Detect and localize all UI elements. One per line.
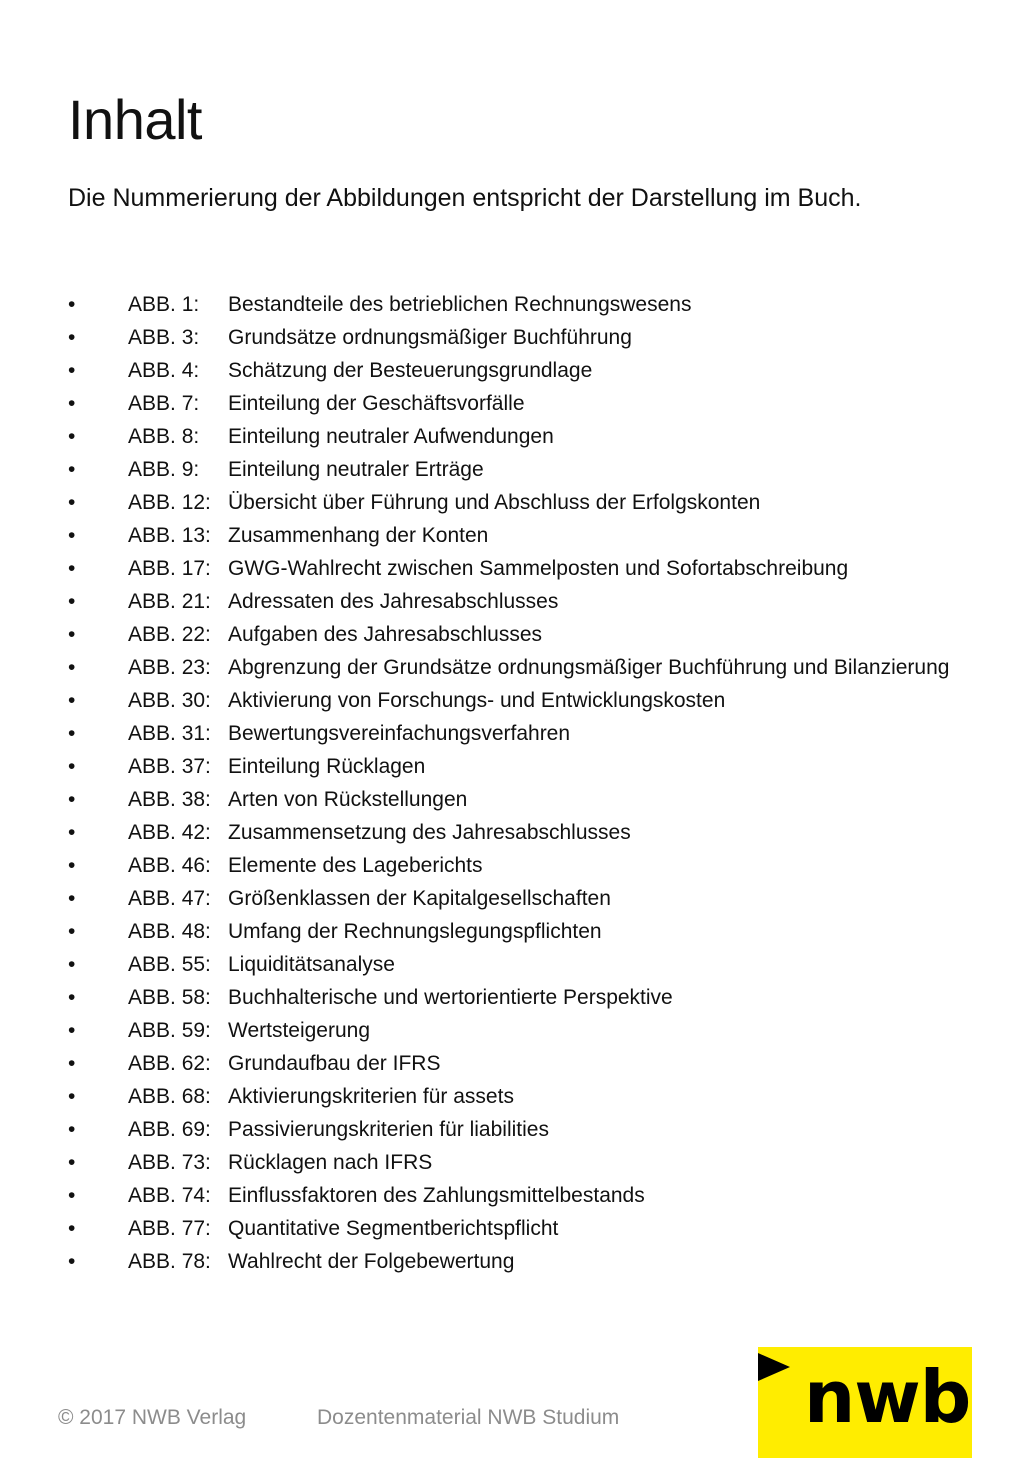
nwb-logo <box>758 1347 972 1458</box>
list-item <box>68 423 968 450</box>
figure-number: ABB. 31: <box>128 722 211 745</box>
bullet-icon: • <box>68 887 76 910</box>
figure-title: Übersicht über Führung und Abschluss der Erfolgskonten <box>228 491 761 514</box>
figure-title: Einteilung neutraler Erträge <box>228 458 484 481</box>
list-item <box>68 918 968 945</box>
list-item <box>68 885 968 912</box>
list-item <box>68 1149 968 1176</box>
figure-title: Passivierungskriterien für liabilities <box>228 1118 549 1141</box>
page-title: Inhalt <box>68 88 202 151</box>
bullet-icon: • <box>68 326 76 349</box>
figure-title: Einteilung neutraler Aufwendungen <box>228 425 554 448</box>
figure-title: Wahlrecht der Folgebewertung <box>228 1250 515 1273</box>
figure-number: ABB. 58: <box>128 986 211 1009</box>
list-item <box>68 390 968 417</box>
figure-number: ABB. 30: <box>128 689 211 712</box>
figure-title: Abgrenzung der Grundsätze ordnungsmäßiger Buchführung und Bilanzierung <box>228 656 950 679</box>
bullet-icon: • <box>68 1118 76 1141</box>
bullet-icon: • <box>68 755 76 778</box>
figure-title: Rücklagen nach IFRS <box>228 1151 433 1174</box>
figure-title: Grundsätze ordnungsmäßiger Buchführung <box>228 326 632 349</box>
list-item <box>68 786 968 813</box>
bullet-icon: • <box>68 953 76 976</box>
logo-text: nwb <box>804 1355 971 1439</box>
bullet-icon: • <box>68 1151 76 1174</box>
figure-title: Einflussfaktoren des Zahlungsmittelbestands <box>228 1184 645 1207</box>
list-item <box>68 291 968 318</box>
list-item <box>68 1116 968 1143</box>
figure-title: Adressaten des Jahresabschlusses <box>228 590 559 613</box>
figure-number: ABB. 55: <box>128 953 211 976</box>
figure-number: ABB. 78: <box>128 1250 211 1273</box>
bullet-icon: • <box>68 1019 76 1042</box>
figure-title: Aufgaben des Jahresabschlusses <box>228 623 543 646</box>
figure-title: Aktivierungskriterien für assets <box>228 1085 514 1108</box>
figure-title: Schätzung der Besteuerungsgrundlage <box>228 359 593 382</box>
figure-number: ABB. 46: <box>128 854 211 877</box>
list-item <box>68 687 968 714</box>
bullet-icon: • <box>68 854 76 877</box>
figure-title: Größenklassen der Kapitalgesellschaften <box>228 887 611 910</box>
figure-title: GWG-Wahlrecht zwischen Sammelposten und Sofortabschreibung <box>228 557 849 580</box>
figure-number: ABB. 9: <box>128 458 200 481</box>
figure-number: ABB. 21: <box>128 590 211 613</box>
list-item <box>68 489 968 516</box>
bullet-icon: • <box>68 524 76 547</box>
bullet-icon: • <box>68 788 76 811</box>
list-item <box>68 852 968 879</box>
list-item <box>68 720 968 747</box>
bullet-icon: • <box>68 656 76 679</box>
bullet-icon: • <box>68 359 76 382</box>
figure-number: ABB. 68: <box>128 1085 211 1108</box>
figure-title: Zusammenhang der Konten <box>228 524 489 547</box>
list-item <box>68 1050 968 1077</box>
figure-title: Buchhalterische und wertorientierte Perspektive <box>228 986 673 1009</box>
figure-number: ABB. 42: <box>128 821 211 844</box>
triangle-play-icon <box>758 1353 790 1381</box>
figure-number: ABB. 3: <box>128 326 200 349</box>
footer-copyright: © 2017 NWB Verlag <box>58 1406 247 1429</box>
figure-title: Bewertungsvereinfachungsverfahren <box>228 722 571 745</box>
figure-title: Aktivierung von Forschungs- und Entwicklungskosten <box>228 689 726 712</box>
list-item <box>68 1017 968 1044</box>
page-subtitle: Die Nummerierung der Abbildungen entspricht der Darstellung im Buch. <box>68 184 862 212</box>
bullet-icon: • <box>68 293 76 316</box>
figure-number: ABB. 77: <box>128 1217 211 1240</box>
list-item <box>68 1248 968 1275</box>
figure-number: ABB. 38: <box>128 788 211 811</box>
figure-number: ABB. 23: <box>128 656 211 679</box>
list-item <box>68 951 968 978</box>
figure-title: Einteilung der Geschäftsvorfälle <box>228 392 525 415</box>
list-item <box>68 1215 968 1242</box>
bullet-icon: • <box>68 986 76 1009</box>
list-item <box>68 522 968 549</box>
list-item <box>68 1083 968 1110</box>
list-item <box>68 588 968 615</box>
figure-number: ABB. 13: <box>128 524 211 547</box>
bullet-icon: • <box>68 491 76 514</box>
figure-title: Liquiditätsanalyse <box>228 953 395 976</box>
figure-number: ABB. 62: <box>128 1052 211 1075</box>
figure-number: ABB. 1: <box>128 293 200 316</box>
figure-number: ABB. 47: <box>128 887 211 910</box>
figure-title: Bestandteile des betrieblichen Rechnungswesens <box>228 293 692 316</box>
bullet-icon: • <box>68 920 76 943</box>
figure-title: Grundaufbau der IFRS <box>228 1052 441 1075</box>
bullet-icon: • <box>68 557 76 580</box>
figure-number: ABB. 48: <box>128 920 211 943</box>
figure-title: Wertsteigerung <box>228 1019 371 1042</box>
bullet-icon: • <box>68 425 76 448</box>
figure-number: ABB. 4: <box>128 359 200 382</box>
list-item <box>68 1182 968 1209</box>
bullet-icon: • <box>68 392 76 415</box>
list-item <box>68 984 968 1011</box>
bullet-icon: • <box>68 722 76 745</box>
footer-material-label: Dozentenmaterial NWB Studium <box>317 1406 620 1429</box>
list-item <box>68 324 968 351</box>
bullet-icon: • <box>68 1250 76 1273</box>
list-item <box>68 357 968 384</box>
list-item <box>68 456 968 483</box>
bullet-icon: • <box>68 458 76 481</box>
figure-number: ABB. 17: <box>128 557 211 580</box>
figure-number: ABB. 59: <box>128 1019 211 1042</box>
list-item <box>68 555 968 582</box>
figure-number: ABB. 74: <box>128 1184 211 1207</box>
bullet-icon: • <box>68 590 76 613</box>
list-item <box>68 819 968 846</box>
bullet-icon: • <box>68 1217 76 1240</box>
figure-title: Einteilung Rücklagen <box>228 755 426 778</box>
bullet-icon: • <box>68 1085 76 1108</box>
figure-number: ABB. 8: <box>128 425 200 448</box>
bullet-icon: • <box>68 1052 76 1075</box>
bullet-icon: • <box>68 1184 76 1207</box>
list-item <box>68 654 968 681</box>
figure-number: ABB. 73: <box>128 1151 211 1174</box>
figure-index-list <box>68 291 968 1281</box>
figure-title: Arten von Rückstellungen <box>228 788 468 811</box>
figure-title: Quantitative Segmentberichtspflicht <box>228 1217 559 1240</box>
bullet-icon: • <box>68 689 76 712</box>
figure-title: Umfang der Rechnungslegungspflichten <box>228 920 602 943</box>
figure-number: ABB. 37: <box>128 755 211 778</box>
list-item <box>68 753 968 780</box>
figure-number: ABB. 69: <box>128 1118 211 1141</box>
figure-title: Zusammensetzung des Jahresabschlusses <box>228 821 631 844</box>
figure-number: ABB. 12: <box>128 491 211 514</box>
figure-number: ABB. 7: <box>128 392 200 415</box>
bullet-icon: • <box>68 623 76 646</box>
figure-number: ABB. 22: <box>128 623 211 646</box>
list-item <box>68 621 968 648</box>
bullet-icon: • <box>68 821 76 844</box>
figure-title: Elemente des Lageberichts <box>228 854 483 877</box>
